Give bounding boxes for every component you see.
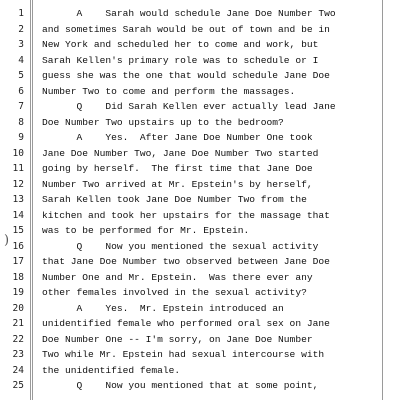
line-text: that Jane Doe Number two observed between Jane Doe bbox=[42, 256, 330, 267]
line-text: Jane Doe Number Two, Jane Doe Number Two started bbox=[42, 147, 319, 159]
transcript-line bbox=[0, 6, 400, 22]
line-number: 16 bbox=[12, 240, 24, 252]
line-text: going by herself. The first time that Jane Doe bbox=[42, 163, 313, 174]
line-text: Q Now you mentioned the sexual activity bbox=[42, 240, 319, 252]
transcript-line bbox=[0, 115, 400, 131]
line-number: 10 bbox=[12, 147, 24, 159]
transcript-line bbox=[0, 68, 400, 84]
line-text: Two while Mr. Epstein had sexual intercourse with bbox=[42, 349, 325, 360]
line-text: the unidentified female. bbox=[42, 364, 181, 376]
line-number: 21 bbox=[12, 318, 24, 329]
line-text: Sarah Kellen took Jane Doe Number Two from the bbox=[42, 194, 307, 205]
line-number: 17 bbox=[12, 256, 24, 267]
transcript-line bbox=[0, 347, 400, 363]
line-number: 6 bbox=[18, 85, 24, 97]
line-text: Number Two arrived at Mr. Epstein's by herself, bbox=[42, 178, 313, 190]
line-number: 11 bbox=[12, 163, 24, 174]
line-number: 1 bbox=[18, 8, 24, 19]
line-text: Doe Number Two upstairs up to the bedroom? bbox=[42, 116, 284, 128]
transcript-line bbox=[0, 378, 400, 394]
transcript-line bbox=[0, 239, 400, 255]
transcript-lines bbox=[0, 6, 400, 394]
transcript-line bbox=[0, 301, 400, 317]
transcript-line bbox=[0, 208, 400, 224]
line-number: 14 bbox=[12, 209, 24, 221]
transcript-line bbox=[0, 146, 400, 162]
line-text: Sarah Kellen's primary role was to schedule or I bbox=[42, 54, 319, 66]
line-number: 2 bbox=[18, 23, 24, 35]
line-text: kitchen and took her upstairs for the massage that bbox=[42, 209, 330, 221]
line-text: A Sarah would schedule Jane Doe Number Two bbox=[42, 8, 336, 19]
transcript-line bbox=[0, 37, 400, 53]
line-number: 20 bbox=[12, 302, 24, 314]
margin-bracket-mark: ) bbox=[4, 233, 10, 248]
line-text: Q Did Sarah Kellen ever actually lead Jane bbox=[42, 101, 336, 112]
transcript-line bbox=[0, 270, 400, 286]
line-text: Number One and Mr. Epstein. Was there ever any bbox=[42, 271, 313, 283]
line-number: 19 bbox=[12, 287, 24, 298]
line-text: Q Now you mentioned that at some point, bbox=[42, 380, 319, 391]
line-number: 3 bbox=[18, 39, 24, 50]
line-number: 4 bbox=[18, 54, 24, 66]
line-number: 15 bbox=[12, 225, 24, 236]
transcript-line bbox=[0, 161, 400, 177]
transcript-line bbox=[0, 285, 400, 301]
transcript-line bbox=[0, 254, 400, 270]
transcript-line bbox=[0, 84, 400, 100]
line-text: unidentified female who performed oral sex on Jane bbox=[42, 318, 330, 329]
line-number: 18 bbox=[12, 271, 24, 283]
transcript-line bbox=[0, 223, 400, 239]
line-text: other females involved in the sexual activity? bbox=[42, 287, 307, 298]
transcript-line bbox=[0, 22, 400, 38]
line-number: 9 bbox=[18, 132, 24, 143]
line-number: 8 bbox=[18, 116, 24, 128]
line-number: 23 bbox=[12, 349, 24, 360]
line-number: 13 bbox=[12, 194, 24, 205]
transcript-line bbox=[0, 332, 400, 348]
line-text: A Yes. After Jane Doe Number One took bbox=[42, 132, 313, 143]
line-text: guess she was the one that would schedule Jane Doe bbox=[42, 70, 330, 81]
line-text: was to be performed for Mr. Epstein. bbox=[42, 225, 250, 236]
line-text: and sometimes Sarah would be out of town and be in bbox=[42, 23, 330, 35]
line-number: 5 bbox=[18, 70, 24, 81]
line-text: Doe Number One -- I'm sorry, on Jane Doe Number bbox=[42, 333, 313, 345]
line-number: 24 bbox=[12, 364, 24, 376]
line-number: 22 bbox=[12, 333, 24, 345]
line-number: 25 bbox=[12, 380, 24, 391]
line-number: 7 bbox=[18, 101, 24, 112]
transcript-line bbox=[0, 177, 400, 193]
transcript-line bbox=[0, 192, 400, 208]
line-text: A Yes. Mr. Epstein introduced an bbox=[42, 302, 284, 314]
line-number: 12 bbox=[12, 178, 24, 190]
transcript-line bbox=[0, 53, 400, 69]
transcript-line bbox=[0, 99, 400, 115]
transcript-line bbox=[0, 316, 400, 332]
line-text: Number Two to come and perform the massages. bbox=[42, 85, 296, 97]
line-text: New York and scheduled her to come and work, but bbox=[42, 39, 319, 50]
transcript-line bbox=[0, 363, 400, 379]
transcript-line bbox=[0, 130, 400, 146]
